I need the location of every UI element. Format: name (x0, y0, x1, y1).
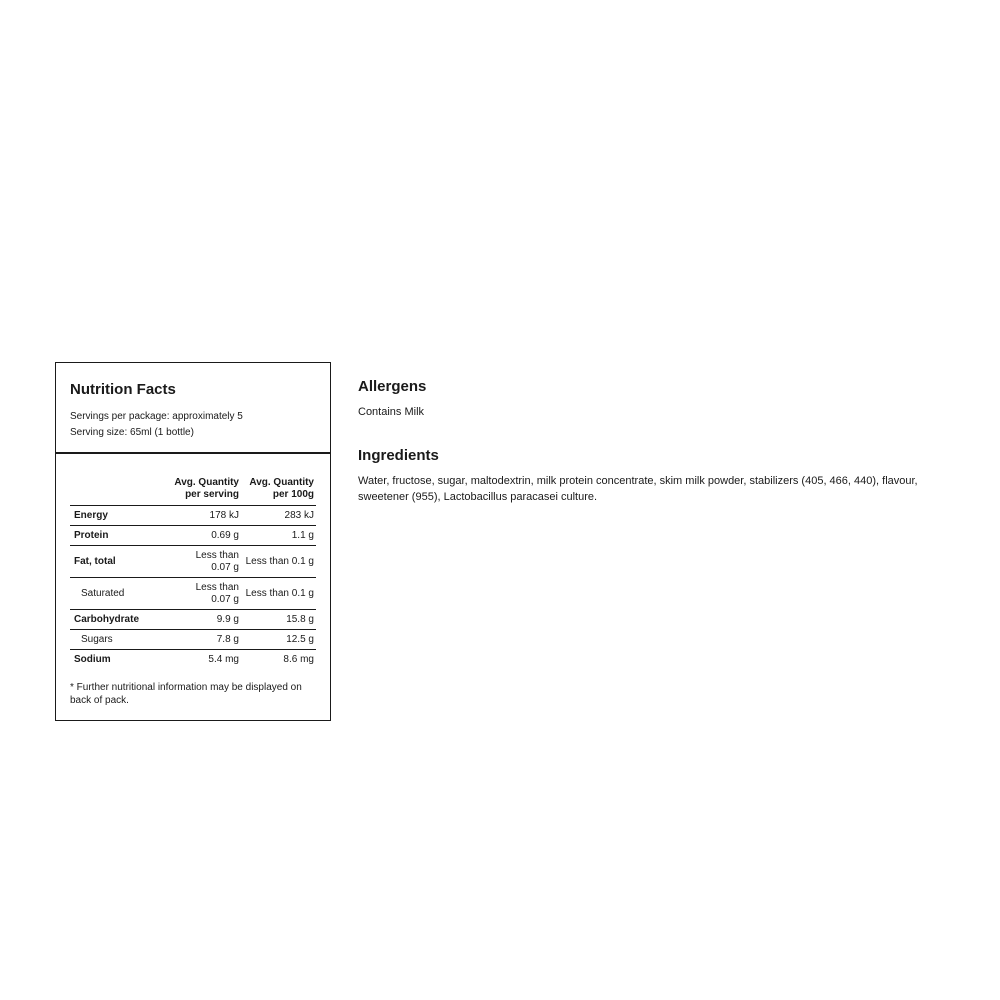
per-serving-column-header (170, 477, 241, 506)
per-100g-value: 12.5 g (241, 630, 316, 650)
per-serving-header-line2: per serving (185, 489, 239, 500)
per-serving-value (170, 546, 241, 578)
nutrient-name: Fat, total (70, 546, 170, 578)
per-100g-value: 283 kJ (241, 506, 316, 526)
nutrition-table-header-row (70, 477, 316, 506)
per-100g-column-header (241, 477, 316, 506)
per-serving-value-line1: Less than (195, 581, 239, 593)
per-100g-value: Less than 0.1 g (241, 546, 316, 578)
product-details (358, 378, 958, 505)
per-serving-value: 9.9 g (170, 610, 241, 630)
allergens-heading: Allergens (358, 378, 427, 395)
nutrient-name: Sugars (70, 630, 170, 650)
nutrition-table (70, 477, 316, 670)
table-row (70, 578, 316, 610)
per-serving-value-line1: Less than (195, 549, 239, 561)
per-serving-value: 7.8 g (170, 630, 241, 650)
table-row (70, 506, 316, 526)
per-serving-value-line2: 0.07 g (211, 561, 239, 573)
per-100g-header-line2: per 100g (272, 489, 314, 500)
nutrient-name: Protein (70, 526, 170, 546)
ingredients-heading: Ingredients (358, 447, 439, 464)
ingredients-text: Water, fructose, sugar, maltodextrin, milk protein concentrate, skim milk powder, stabilizers (405, 466, 440), flavour, sweetener (955), Lactobacillus paracasei culture. (358, 475, 918, 503)
servings-per-package: Servings per package: approximately 5 (70, 411, 243, 422)
per-serving-value: 5.4 mg (208, 653, 239, 665)
table-row (70, 630, 316, 650)
nutrient-name: Carbohydrate (70, 610, 170, 630)
nutrition-footnote: * Further nutritional information may be displayed on back of pack. (70, 682, 302, 706)
table-row (70, 526, 316, 546)
per-serving-value: 178 kJ (170, 506, 241, 526)
table-row (70, 650, 316, 670)
per-100g-header-line1: Avg. Quantity (249, 477, 314, 488)
nutrition-title: Nutrition Facts (70, 381, 176, 398)
nutrient-name: Sodium (74, 653, 111, 665)
table-row (70, 546, 316, 578)
serving-size: Serving size: 65ml (1 bottle) (70, 427, 194, 438)
per-serving-header-line1: Avg. Quantity (174, 477, 239, 488)
table-row (70, 610, 316, 630)
per-100g-value: 15.8 g (241, 610, 316, 630)
per-100g-value: 1.1 g (241, 526, 316, 546)
nutrient-name: Saturated (70, 578, 170, 610)
allergens-text: Contains Milk (358, 406, 425, 418)
per-serving-value: 0.69 g (170, 526, 241, 546)
per-100g-value: Less than 0.1 g (241, 578, 316, 610)
nutrient-column-header (70, 477, 170, 506)
nutrient-name: Energy (70, 506, 170, 526)
per-serving-value (170, 578, 241, 610)
per-serving-value-line2: 0.07 g (211, 593, 239, 605)
nutrition-panel (55, 362, 331, 721)
nutrition-header (56, 363, 330, 454)
per-100g-value: 8.6 mg (283, 653, 314, 665)
